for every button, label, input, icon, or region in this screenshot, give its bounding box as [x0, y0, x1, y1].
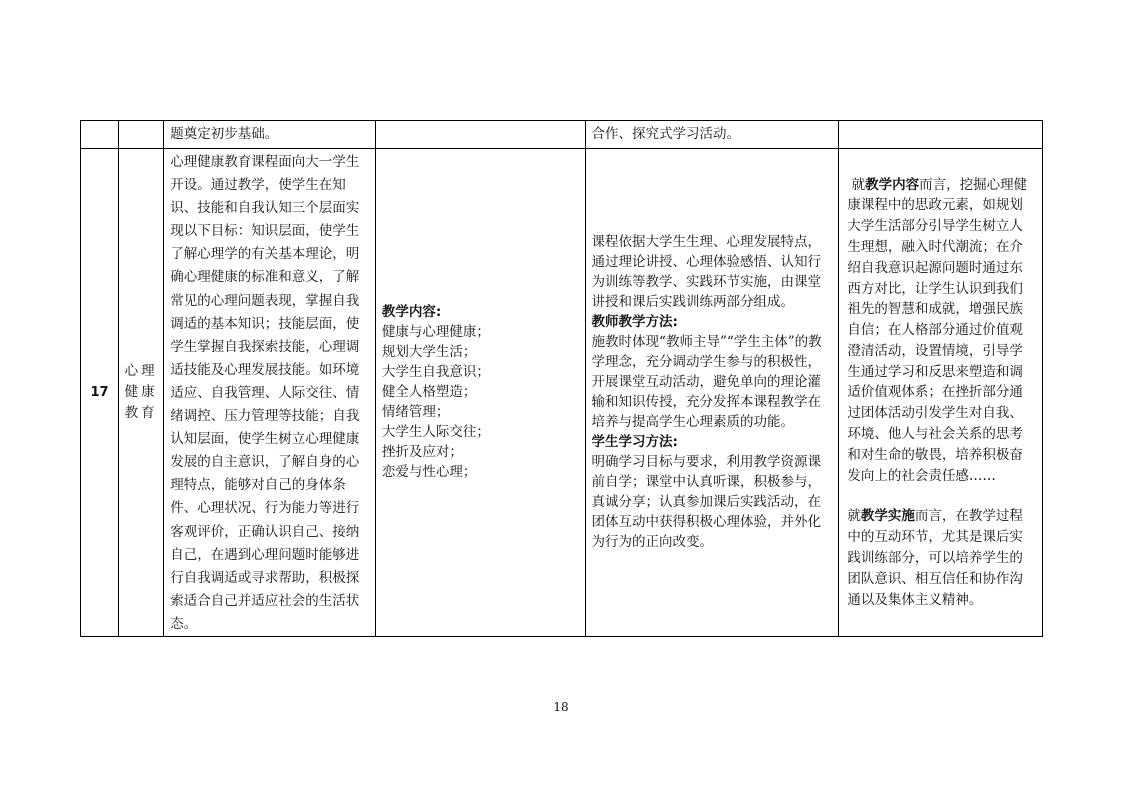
content-item: 大学生人际交往；	[381, 424, 490, 441]
name-cell-empty	[119, 121, 164, 149]
content-item: 情绪管理；	[381, 404, 450, 421]
content-tail-text	[376, 121, 585, 124]
ideo-tail-text	[839, 121, 1042, 124]
goal-tail-text: 题奠定初步基础。	[170, 126, 279, 142]
student-method-text: 明确学习目标与要求，利用教学资源课前自学；课堂中认真听课，积极参与，真诚分享；认真参加课后实践活动，在团体互动中获得积极心理体验，并外化为行为的正向改变。	[591, 454, 822, 551]
course-row	[81, 149, 1043, 637]
ideo-p1-prefix: 就	[851, 176, 866, 193]
goal-cell-continued	[164, 121, 376, 149]
ideo-p1-bold: 教学内容	[865, 176, 920, 193]
student-method-heading: 学生学习方法:	[591, 434, 678, 451]
method-tail-text: 合作、探究式学习活动。	[591, 126, 741, 142]
method-cell-continued	[585, 121, 839, 149]
teacher-method-heading: 教师教学方法:	[591, 314, 678, 331]
content-item: 健康与心理健康；	[381, 324, 490, 341]
content-item: 大学生自我意识；	[381, 364, 490, 381]
course-table	[80, 120, 1043, 637]
ideo-cell-continued	[839, 121, 1043, 149]
teaching-method-cell	[585, 149, 839, 637]
ideo-p2-text: 而言，在教学过程中的互动环节，尤其是课后实践训练部分，可以培养学生的团队意识、相互信任和协作沟通以及集体主义精神。	[847, 508, 1023, 608]
ideo-paragraph-1	[847, 175, 1036, 487]
course-number: 17	[81, 149, 119, 637]
content-heading: 教学内容:	[381, 304, 442, 321]
course-name: 心理健康教育	[124, 362, 158, 421]
ideo-p1-text: 而言，挖掘心理健康课程中的思政元素，如规划大学生活部分引导学生树立人生理想，融入时代潮流；在介绍自我意识起源问题时通过东西方对比，让学生认识到我们祖先的智慧和成就，增强民族自信；在人格部分通过价值观澄清活动，设置情境，引导学生通过学习和反思来塑造和调适价值观体系；在挫折部分通过团体活动引发学生对自我、环境、他人与社会关系的思考和对生命的敬畏，培养积极奋发向上的社会责任感……	[847, 176, 1028, 484]
content-item: 规划大学生活；	[381, 344, 477, 361]
method-intro: 课程依据大学生生理、心理发展特点，通过理论讲授、心理体验感悟、认知行为训练等教学、实践环节实施，由课堂讲授和课后实践训练两部分组成。	[591, 234, 822, 311]
content-item: 挫折及应对；	[381, 444, 463, 461]
paragraph-gap	[847, 486, 1036, 506]
teacher-method-text: 施教时体现“教师主导”“学生主体”的教学理念，充分调动学生参与的积极性，开展课堂互动活动，避免单向的理论灌输和知识传授，充分发挥本课程教学在培养与提高学生心理素质的功能。	[591, 334, 822, 431]
page-number: 18	[553, 700, 569, 714]
course-name-cell	[119, 149, 164, 637]
content-item: 恋爱与性心理；	[381, 464, 477, 481]
ideo-paragraph-2	[847, 506, 1036, 610]
continuation-row	[81, 121, 1043, 149]
ideological-elements-cell	[839, 149, 1043, 637]
course-goals: 心理健康教育课程面向大一学生开设。通过教学，使学生在知识、技能和自我认知三个层面实现以下目标：知识层面，使学生了解心理学的有关基本理论，明确心理健康的标准和意义，了解常见的心理问题表现，掌握自我调适的基本知识；技能层面，使学生掌握自我探索技能，心理调适技能及心理发展技能。如环境适应、自我管理、人际交往、情绪调控、压力管理等技能；自我认知层面，使学生树立心理健康发展的自主意识，了解自身的心理特点，能够对自己的身体条件、心理状况、行为能力等进行客观评价，正确认识自己、接纳自己，在遇到心理问题时能够进行自我调适或寻求帮助，积极探索适合自己并适应社会的生活状态。	[170, 154, 360, 632]
content-item: 健全人格塑造；	[381, 384, 477, 401]
number-cell-empty	[81, 121, 119, 149]
teaching-content-cell	[375, 149, 585, 637]
ideo-p2-prefix: 就	[847, 508, 861, 525]
ideo-p2-bold: 教学实施	[860, 508, 915, 525]
course-goals-cell	[164, 149, 376, 637]
content-cell-continued	[375, 121, 585, 149]
